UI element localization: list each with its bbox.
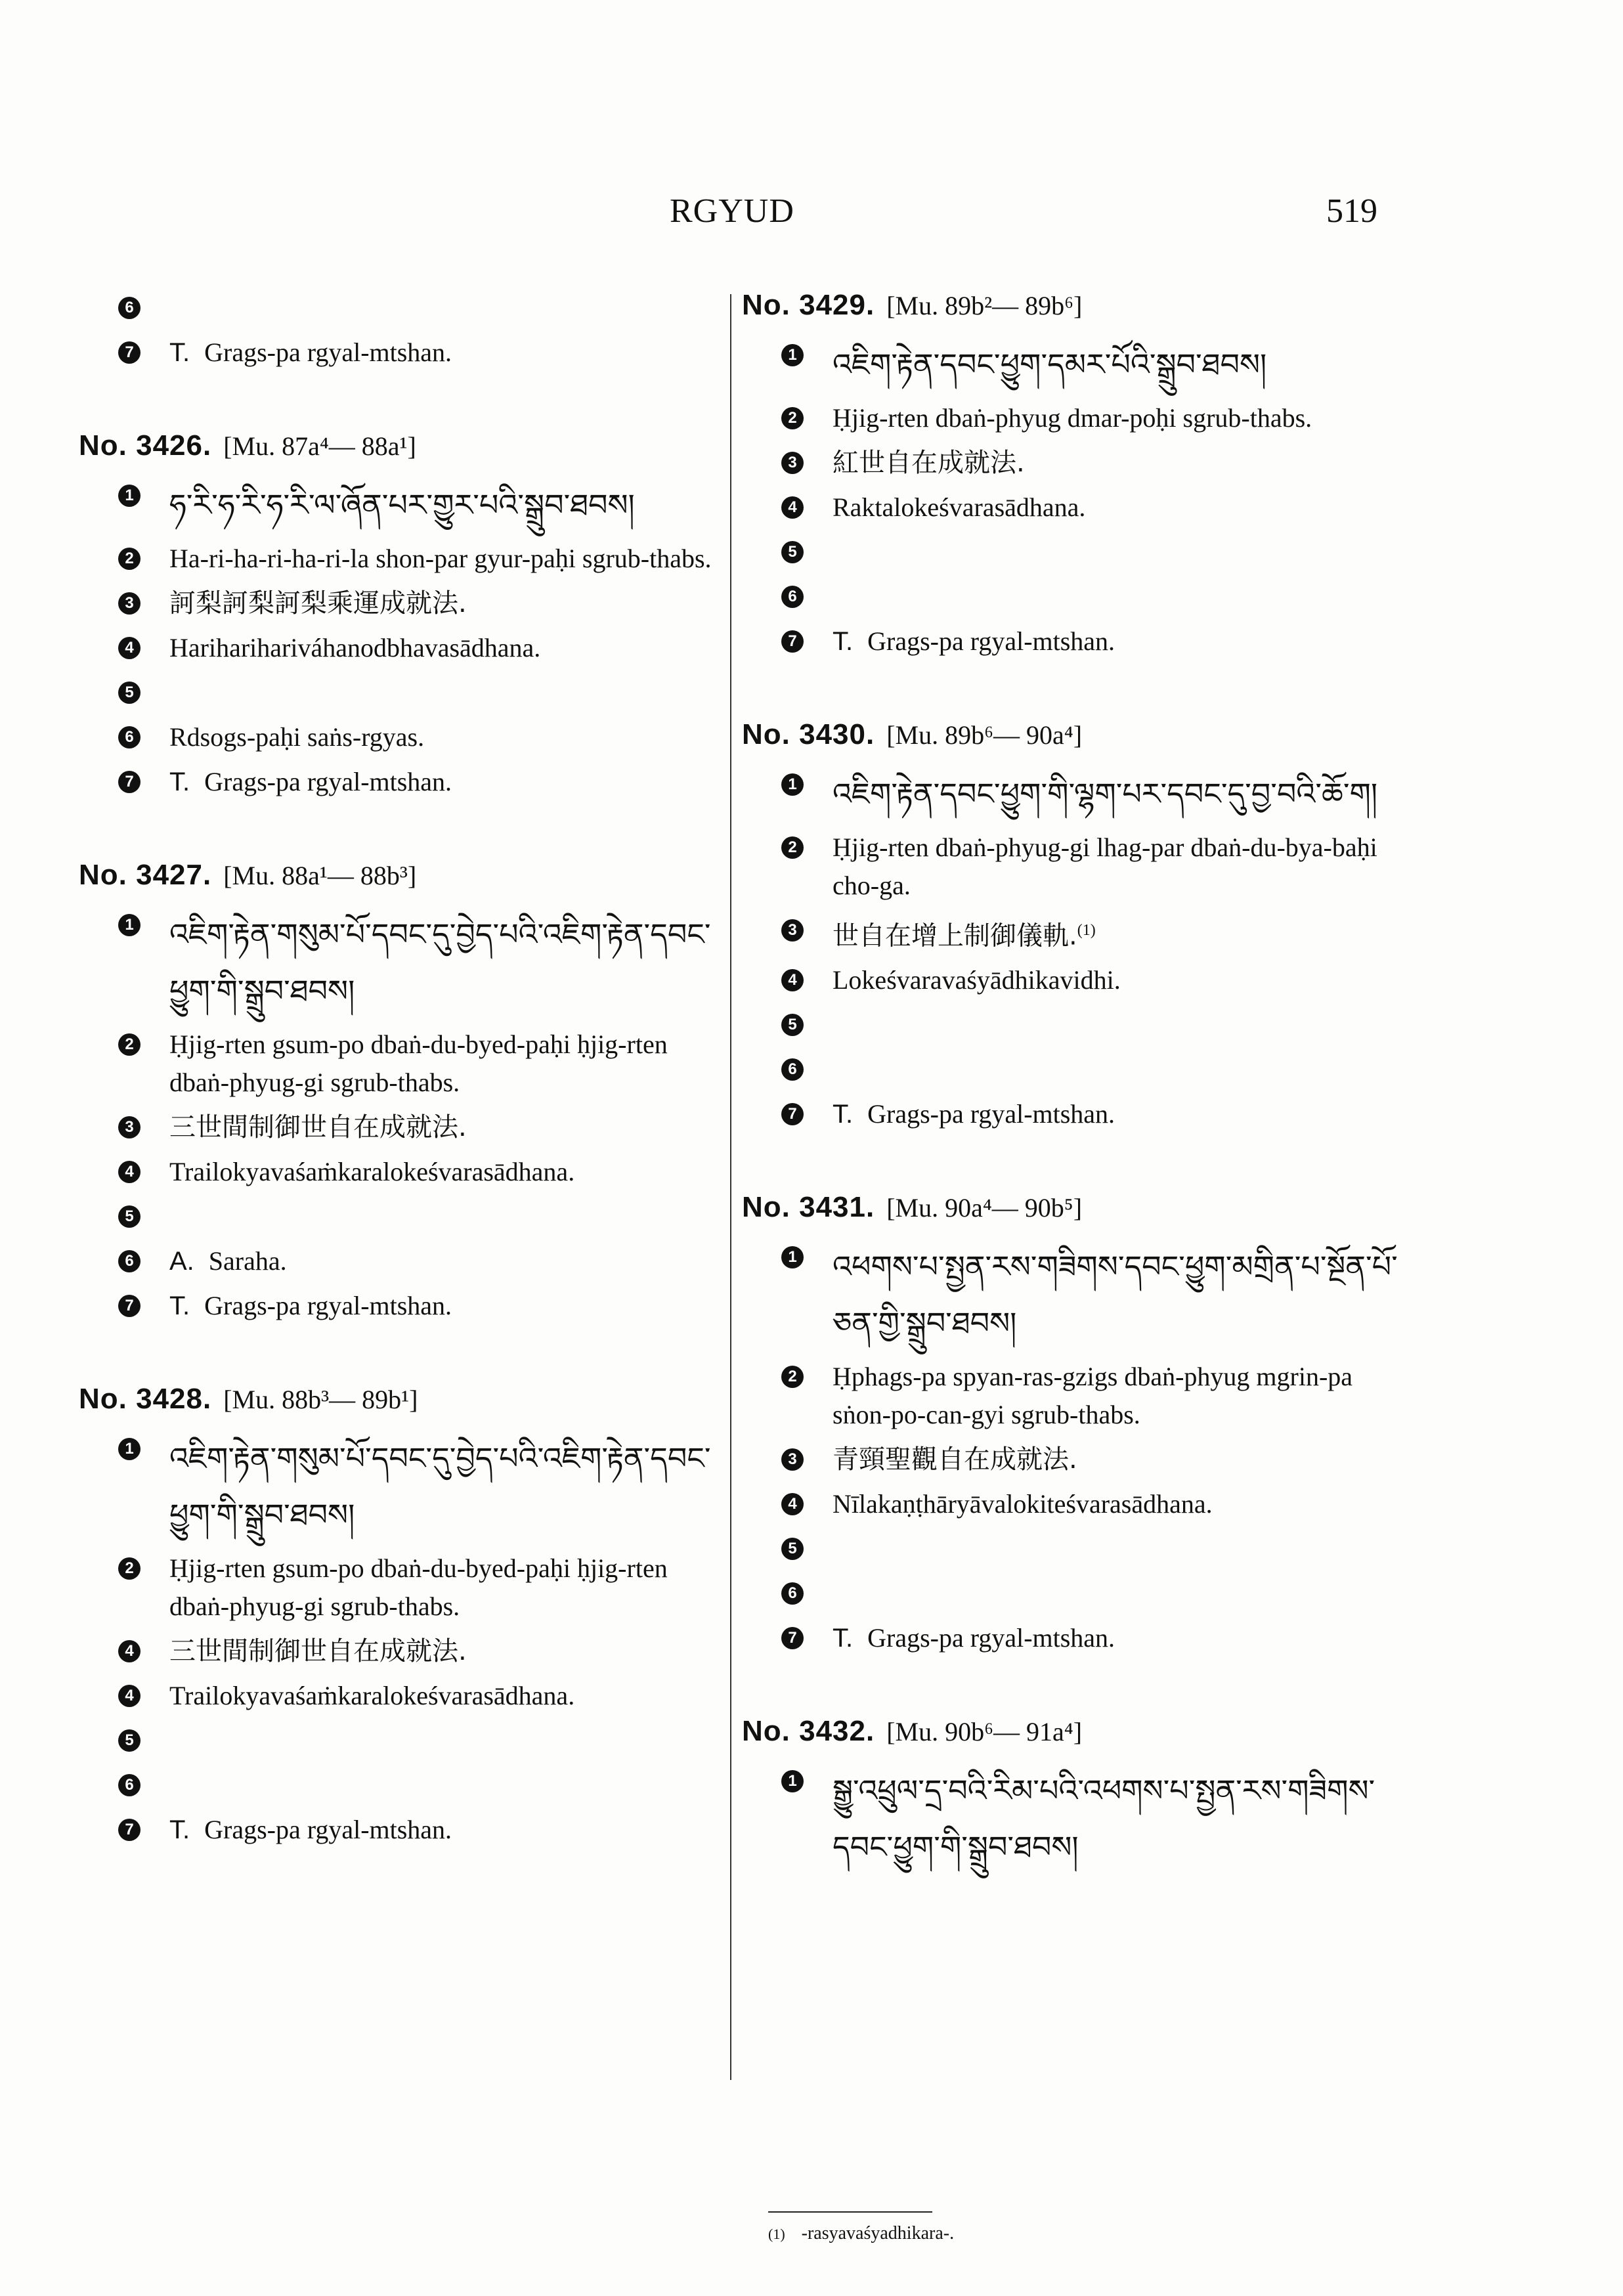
entry-heading (742, 289, 1398, 322)
item-number-marker: 5 (781, 1014, 804, 1036)
entry-item (742, 829, 1398, 905)
item-number-marker: 5 (118, 1205, 141, 1228)
tibetan-title: འཇིག་རྟེན་དབང་ཕྱུག་དམར་པོའི་སྒྲུབ་ཐབས། (833, 347, 1267, 382)
entry-item (79, 1287, 722, 1325)
item-text: Ḥphags-pa spyan-ras-gzigs dbaṅ-phyug mgrin-pa sṅon-po-can-gyi sgrub-thabs. (833, 1362, 1353, 1430)
entry-item (79, 763, 722, 801)
item-text: Ḥjig-rten gsum-po dbaṅ-du-byed-paḥi ḥjig-rten dbaṅ-phyug-gi sgrub-thabs. (169, 1029, 668, 1097)
item-number-marker: 4 (781, 496, 804, 519)
item-text: Ha-ri-ha-ri-ha-ri-la shon-par gyur-paḥi sgrub-thabs. (169, 544, 712, 573)
entry-item (742, 1530, 1398, 1568)
item-number-marker: 6 (118, 1250, 141, 1272)
entry-item (742, 1440, 1398, 1479)
entry-item (742, 766, 1398, 822)
entry-number: No. 3427. (79, 859, 212, 891)
entry-heading (79, 1383, 722, 1416)
item-number-marker: 7 (118, 771, 141, 793)
item-text: Grags-pa rgyal-mtshan. (204, 337, 452, 367)
entry-item (742, 1051, 1398, 1089)
item-text: Trailokyavaśaṁkaralokeśvarasādhana. (169, 1681, 575, 1710)
entry-item (79, 1026, 722, 1102)
item-number-marker: 1 (118, 1438, 141, 1460)
chinese-title: 紅世自在成就法. (833, 448, 1025, 478)
page-number: 519 (1326, 192, 1377, 230)
chinese-title: 世自在增上制御儀軌. (833, 921, 1077, 951)
column-divider (730, 294, 731, 2080)
item-text: Grags-pa rgyal-mtshan. (204, 1815, 452, 1844)
chinese-title: 三世間制御世自在成就法. (169, 1636, 467, 1666)
item-number-marker: 4 (118, 1161, 141, 1183)
entry-item (79, 540, 722, 578)
item-text: Lokeśvaravaśyādhikavidhi. (833, 965, 1121, 995)
item-number-marker: 1 (781, 1770, 804, 1792)
entry-item (79, 1766, 722, 1804)
item-text: Grags-pa rgyal-mtshan. (867, 1623, 1115, 1653)
item-number-marker: 5 (118, 1729, 141, 1752)
entry-item (742, 488, 1398, 527)
item-text: Trailokyavaśaṁkaralokeśvarasādhana. (169, 1157, 575, 1186)
chinese-title: 訶梨訶梨訶梨乘運成就法. (169, 588, 467, 618)
folio-reference: [Mu. 90b⁶— 91a⁴] (886, 1717, 1083, 1747)
item-abbreviation: T. (169, 338, 190, 367)
item-number-marker: 1 (118, 914, 141, 936)
catalogue-entry (742, 289, 1398, 661)
entry-item (79, 1153, 722, 1191)
continued-entry (79, 289, 722, 372)
item-number-marker: 7 (118, 341, 141, 364)
item-number-marker: 6 (118, 1774, 141, 1796)
entry-number: No. 3432. (742, 1715, 875, 1748)
item-text: Grags-pa rgyal-mtshan. (867, 1099, 1115, 1129)
item-text: Ḥjig-rten dbaṅ-phyug dmar-poḥi sgrub-thabs. (833, 403, 1312, 433)
folio-reference: [Mu. 88b³— 89b¹] (223, 1385, 418, 1414)
entry-heading (79, 859, 722, 892)
item-number-marker: 7 (118, 1295, 141, 1317)
entry-item (742, 961, 1398, 999)
item-number-marker: 2 (118, 1557, 141, 1580)
entry-item (79, 1198, 722, 1236)
item-number-marker: 6 (781, 586, 804, 608)
item-text: Grags-pa rgyal-mtshan. (204, 767, 452, 796)
item-text: Grags-pa rgyal-mtshan. (867, 626, 1115, 656)
footnote-rule (768, 2211, 932, 2213)
item-number-marker: 6 (781, 1058, 804, 1081)
right-column (742, 289, 1398, 1933)
entry-heading (742, 1715, 1398, 1748)
entry-item (79, 906, 722, 1019)
entry-item (742, 336, 1398, 393)
tibetan-title: འཕགས་པ་སྤྱན་རས་གཟིགས་དབང་ཕྱུག་མགྲིན་པ་སྔོན་པོ་ཅན་གྱི་སྒྲུབ་ཐབས། (833, 1249, 1398, 1341)
item-number-marker: 2 (118, 548, 141, 570)
item-number-marker: 3 (781, 452, 804, 474)
entry-item (742, 444, 1398, 482)
item-text: Raktalokeśvarasādhana. (833, 492, 1086, 522)
folio-reference: [Mu. 89b⁶— 90a⁴] (886, 720, 1083, 750)
item-abbreviation: T. (169, 768, 190, 796)
entry-item (79, 1677, 722, 1715)
entry-item (742, 578, 1398, 616)
entry-item (79, 334, 722, 372)
item-number-marker: 1 (781, 773, 804, 796)
entry-item (79, 1632, 722, 1670)
folio-reference: [Mu. 87a⁴— 88a¹] (223, 431, 416, 461)
item-number-marker: 3 (781, 919, 804, 942)
left-column (79, 289, 722, 1907)
entry-number: No. 3430. (742, 718, 875, 750)
entry-number: No. 3431. (742, 1191, 875, 1224)
item-text: Hariharihariváhanodbhavasādhana. (169, 633, 541, 662)
entry-item (742, 1619, 1398, 1657)
item-text: Rdsogs-paḥi saṅs-rgyas. (169, 722, 425, 752)
chinese-title: 青頸聖觀自在成就法. (833, 1444, 1077, 1475)
item-number-marker: 1 (118, 485, 141, 507)
item-number-marker: 4 (118, 637, 141, 659)
item-number-marker: 6 (118, 297, 141, 319)
entry-item (79, 718, 722, 756)
entry-item (79, 629, 722, 667)
item-number-marker: 2 (781, 407, 804, 429)
tibetan-title: འཇིག་རྟེན་གསུམ་པོ་དབང་དུ་བྱེད་པའི་འཇིག་རྟེན་དབང་ཕྱུག་གི་སྒྲུབ་ཐབས། (169, 917, 711, 1008)
entry-heading (742, 1191, 1398, 1224)
entry-item (742, 533, 1398, 571)
item-number-marker: 1 (781, 344, 804, 366)
entry-item (79, 1722, 722, 1760)
entry-item (79, 1549, 722, 1626)
item-abbreviation: T. (833, 1624, 854, 1653)
item-number-marker: 7 (781, 630, 804, 653)
entry-item (742, 1358, 1398, 1434)
item-number-marker: 4 (781, 1493, 804, 1515)
entry-item (742, 622, 1398, 661)
tibetan-title: ཧ་རི་ཧ་རི་ཧ་རི་ལ་ཞོན་པར་གྱུར་པའི་སྒྲུབ་ཐབས། (169, 487, 635, 523)
item-number-marker: 7 (781, 1627, 804, 1649)
footnote-mark: (1) (768, 2226, 785, 2242)
item-number-marker: 3 (781, 1448, 804, 1471)
item-number-marker: 2 (781, 836, 804, 859)
item-number-marker: 1 (781, 1246, 804, 1268)
entry-item (79, 289, 722, 327)
item-text: Ḥjig-rten gsum-po dbaṅ-du-byed-paḥi ḥjig-rten dbaṅ-phyug-gi sgrub-thabs. (169, 1553, 668, 1621)
item-number-marker: 4 (118, 1685, 141, 1707)
catalogue-entry (79, 429, 722, 801)
entry-item (742, 911, 1398, 955)
entry-heading (79, 429, 722, 462)
item-number-marker: 2 (781, 1366, 804, 1388)
entry-heading (742, 718, 1398, 751)
catalogue-entry (742, 1191, 1398, 1657)
entry-item (742, 1574, 1398, 1613)
item-number-marker: 3 (118, 592, 141, 615)
folio-reference: [Mu. 88a¹— 88b³] (223, 861, 417, 890)
item-number-marker: 5 (781, 541, 804, 563)
catalogue-entry (742, 1715, 1398, 1875)
item-number-marker: 7 (118, 1819, 141, 1841)
catalogue-entry (79, 859, 722, 1325)
tibetan-title: འཇིག་རྟེན་དབང་ཕྱུག་གི་ལྷག་པར་དབང་དུ་བྱ་བའི་ཆོ་ག། (833, 776, 1378, 812)
item-text: Nīlakaṇṭhāryāvalokiteśvarasādhana. (833, 1489, 1213, 1519)
running-title: RGYUD (670, 192, 794, 230)
item-number-marker: 4 (118, 1640, 141, 1662)
entry-item (79, 477, 722, 533)
chinese-title: 三世間制御世自在成就法. (169, 1112, 467, 1142)
entry-number: No. 3429. (742, 289, 875, 321)
item-abbreviation: T. (833, 627, 854, 656)
item-number-marker: 5 (118, 682, 141, 704)
item-abbreviation: A. (169, 1247, 194, 1276)
entry-item (79, 1242, 722, 1280)
item-abbreviation: T. (169, 1291, 190, 1320)
item-abbreviation: T. (169, 1815, 190, 1844)
footnote (768, 2223, 954, 2244)
footnote-text: -rasyavaśyadhikara-. (801, 2223, 955, 2243)
item-text: Saraha. (208, 1246, 287, 1276)
entry-item (742, 399, 1398, 437)
tibetan-title: སྒྱུ་འཕྲུལ་དྲ་བའི་རིམ་པའི་འཕགས་པ་སྤྱན་རས་གཟིགས་དབང་ཕྱུག་གི་སྒྲུབ་ཐབས། (833, 1773, 1375, 1865)
item-number-marker: 6 (118, 726, 141, 748)
item-number-marker: 6 (781, 1582, 804, 1605)
catalogue-entry (742, 718, 1398, 1133)
folio-reference: [Mu. 90a⁴— 90b⁵] (886, 1193, 1083, 1223)
page-header (0, 192, 1623, 244)
catalogue-entry (79, 1383, 722, 1849)
item-number-marker: 4 (781, 969, 804, 991)
item-abbreviation: T. (833, 1100, 854, 1129)
entry-item (79, 1811, 722, 1849)
entry-item (742, 1762, 1398, 1875)
item-number-marker: 7 (781, 1103, 804, 1125)
entry-item (79, 1108, 722, 1146)
entry-item (742, 1485, 1398, 1523)
item-number-marker: 5 (781, 1538, 804, 1560)
entry-number: No. 3428. (79, 1383, 212, 1415)
entry-number: No. 3426. (79, 429, 212, 462)
item-text: Grags-pa rgyal-mtshan. (204, 1291, 452, 1320)
entry-item (742, 1006, 1398, 1044)
entry-item (79, 1430, 722, 1543)
entry-item (742, 1095, 1398, 1133)
footnote-reference: (1) (1077, 922, 1096, 939)
item-number-marker: 2 (118, 1033, 141, 1056)
entry-item (79, 674, 722, 712)
folio-reference: [Mu. 89b²— 89b⁶] (886, 291, 1083, 320)
item-text: Ḥjig-rten dbaṅ-phyug-gi lhag-par dbaṅ-du-bya-baḥi cho-ga. (833, 833, 1377, 900)
tibetan-title: འཇིག་རྟེན་གསུམ་པོ་དབང་དུ་བྱེད་པའི་འཇིག་རྟེན་དབང་ཕྱུག་གི་སྒྲུབ་ཐབས། (169, 1440, 711, 1532)
item-number-marker: 3 (118, 1116, 141, 1138)
entry-item (79, 584, 722, 622)
entry-item (742, 1238, 1398, 1351)
